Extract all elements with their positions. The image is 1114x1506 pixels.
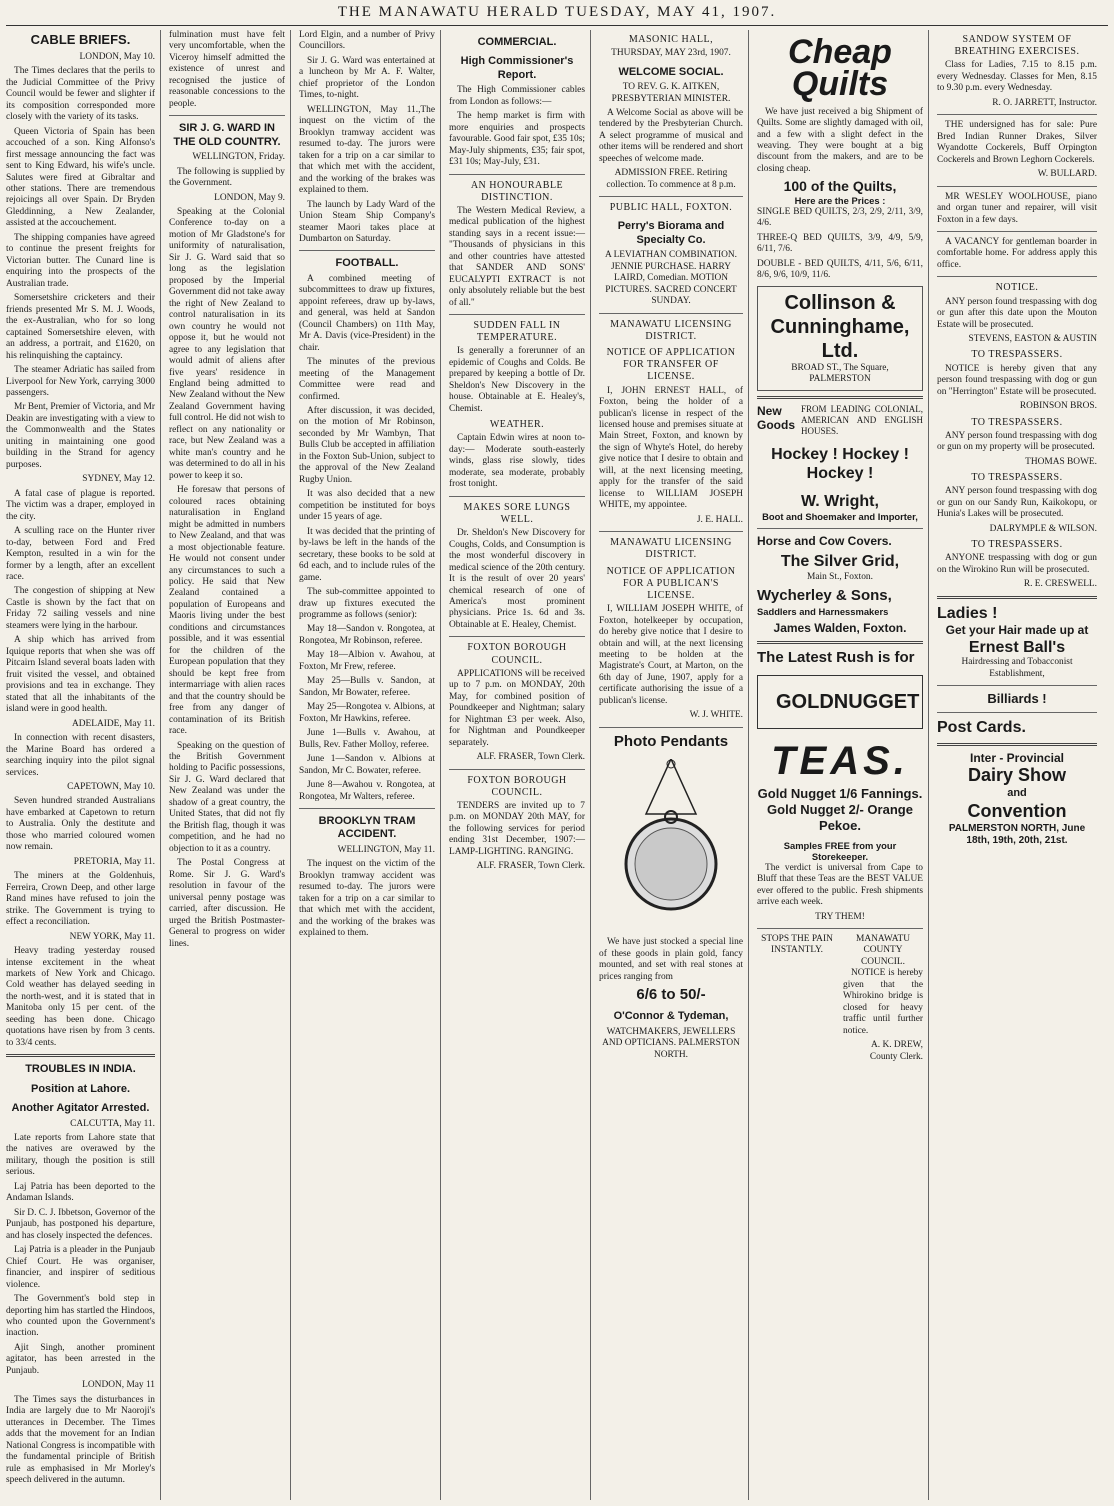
divider (449, 636, 585, 637)
article-paragraph: Sir J. G. Ward was entertained at a luncheon by Mr A. F. Walter, chief proprietor of the London Times, to-night. (299, 55, 435, 101)
wycherley-title: Wycherley & Sons, (757, 587, 892, 605)
article-paragraph: The High Commissioner cables from London as follows:— (449, 85, 585, 107)
prices-heading: Here are the Prices : (794, 195, 886, 207)
article-paragraph: ANYONE trespassing with dog or gun on the Wirokino Run will be prosecuted. (937, 553, 1097, 575)
article-paragraph: A LEVIATHAN COMBINATION. JENNIE PURCHASE. HARRY LAIRD, Comedian. MOTION PICTURES. SACRED CONCERT SUNDAY. (604, 250, 738, 307)
divider (757, 528, 923, 529)
article-paragraph: A fatal case of plague is reported. The victim was a draper, employed in the city. (6, 488, 155, 522)
photo-pendants-title: Photo Pendants (613, 732, 729, 750)
pain-ad (757, 934, 837, 1066)
ward-heading: SIR J. G. WARD IN THE OLD COUNTRY. (173, 122, 281, 148)
divider (937, 114, 1097, 115)
trespassers-heading-2: TO TRESPASSERS. (971, 416, 1063, 428)
new-goods-source: FROM LEADING COLONIAL, AMERICAN AND ENGLISH HOUSES. (801, 403, 923, 436)
column-2 (169, 30, 291, 1500)
divider (937, 712, 1097, 713)
article-paragraph: The congestion of shipping at New Castle is shown by the fact that on Friday 72 sailing vessels and nine steamers were lying in the harbour. (6, 586, 155, 631)
article-paragraph: NOTICE is hereby given that any person found trespassing with dog or gun on "Herrington" Estate will be prosecuted. (937, 363, 1097, 397)
oconnor-tydeman-heading: O'Connor & Tydeman, (613, 1010, 729, 1023)
quilts-count: 100 of the Quilts, (783, 178, 897, 195)
article-paragraph: The Times says the disturbances in India are largely due to Mr Naoroji's utterances in December. The Times adds that the movement for an Indian National Congress is incompatible with the fundamental principle of British rule as emphasised in Mr Morley's speech delivered in the autumn. (6, 1394, 155, 1486)
divider (937, 276, 1097, 277)
post-cards-title: Post Cards. (937, 719, 1026, 737)
silver-grid-title: The Silver Grid, (780, 553, 900, 571)
dateline: CAPETOWN, May 10. (67, 781, 155, 792)
article-paragraph: Somersetshire cricketers and their friends presented Mr S. M. J. Woods, the ex-Australian, who for so long captained Somersetshire eleven, with an address, a portrait, and £1620, on his relinquishing the captaincy. (6, 293, 155, 361)
fixture-line: May 25—Bulls v. Sandon, at Sandon, Mr Bowater, referee. (299, 676, 435, 698)
show-line-3: and (1007, 787, 1027, 800)
silver-grid-address: Main St., Foxton. (807, 571, 873, 582)
divider (599, 196, 743, 197)
article-paragraph: Class for Ladies, 7.15 to 8.15 p.m. every Wednesday. Classes for Men, 8.15 to 9.30 p.m. every Wednesday. (937, 60, 1097, 94)
india-subheading-2: Another Agitator Arrested. (11, 1102, 150, 1115)
article-paragraph: APPLICATIONS will be received up to 7 p.m. on MONDAY, 20th May, for combined position of Poundkeeper and Nightman; salary for Nightman £3 per week. Also, for Nightman and Poundkeeper separately. (449, 668, 585, 748)
fixture-line: June 1—Bulls v. Awahou, at Bulls, Rev. Father Molloy, referee. (299, 728, 435, 750)
divider (757, 928, 923, 929)
signature: W. J. WHITE. (689, 710, 743, 721)
article-paragraph: The Postal Congress at Rome. Sir J. G. Ward's resolution in favour of the universal penny postage was carried, after discussion. He urged the British Postmaster-General to progress on wider lines. (169, 858, 285, 949)
divider (449, 314, 585, 315)
dateline: LONDON, May 11 (82, 1380, 155, 1391)
dateline: SYDNEY, May 12. (82, 474, 155, 485)
article-paragraph: A sculling race on the Hunter river to-day, between Ford and Fred Kempton, resulted in a win for the former by a length, after an excellent race. (6, 526, 155, 583)
event-date: THURSDAY, MAY 23rd, 1907. (611, 48, 731, 59)
gold-nugget-banner (757, 675, 923, 729)
pain-heading: STOPS THE PAIN INSTANTLY. (761, 933, 833, 956)
article-paragraph: The sub-committee appointed to draw up fixtures executed the programme as follows (senior): (299, 587, 435, 620)
dateline: WELLINGTON, Friday. (192, 152, 285, 163)
signature: A. K. DREW, County Clerk. (869, 1040, 923, 1062)
signature: STEVENS, EASTON & AUSTIN (968, 334, 1097, 344)
article-paragraph: The inquest on the victim of the Brooklyn tramway accident was resumed to-day. The jurors were taken for a trip on a car similar to that which met with the accident, and the working of the brakes was explained to them. (299, 859, 435, 939)
tram-accident-heading: BROOKLYN TRAM ACCIDENT. (318, 815, 416, 841)
article-paragraph: WATCHMAKERS, JEWELLERS AND OPTICIANS. PALMERSTON NORTH. (602, 1026, 740, 1060)
article-paragraph: I, WILLIAM JOSEPH WHITE, of Foxton, hotelkeeper by occupation, do hereby give notice that I desire to obtain and will, at the next licensing meeting to be holden at the Magistrate's Court, at Marton, on the 6th day of June, 1907, apply for a certificate authorising the issue of a publican's license. (599, 604, 743, 706)
fixture-line: June 1—Sandon v. Albions at Sandon, Mr C. Bowater, referee. (299, 754, 435, 776)
ernest-ball-subtitle: Hairdressing and Tobacconist Establishment, (961, 657, 1073, 679)
notice-heading: NOTICE. (995, 282, 1039, 294)
divider (937, 743, 1097, 746)
columns (6, 30, 1108, 1500)
article-paragraph: Seven hundred stranded Australians have embarked at Capetown to return to Australia. Only the destitute and those who married coloured women now remain. (6, 796, 155, 853)
column-3 (299, 30, 441, 1500)
article-paragraph: I, JOHN ERNEST HALL, of Foxton, being the holder of a publican's license in respect of the licensed house and premises situate at Main Street, Foxton, and known by the sign of Whyte's Hotel, do hereby give notice that I desire to obtain and will, at the next licensing meeting, apply for the transfer of the said license to WILLIAM JOSEPH WHITE, my appointee. (599, 385, 743, 511)
collinson-address: BROAD ST., The Square, PALMERSTON (791, 362, 889, 385)
divider (757, 641, 923, 644)
column-4 (449, 30, 591, 1500)
article-paragraph: Dr. Sheldon's New Discovery for Coughs, Colds, and Consumption is the most wonderful discovery in medical science of the 20th century. It is the result of over 20 years' chemical research of one of America's most prominent physicians. Price 1s. 6d and 3s. Obtainable at E. Healey, Chemist. (449, 528, 585, 630)
weather-heading: WEATHER. (489, 419, 545, 431)
article-paragraph: ANY person found trespassing with dog or gun after this date upon the Mouton Estate will be prosecuted. (937, 296, 1097, 330)
article-paragraph: THE undersigned has for sale: Pure Bred Indian Runner Drakes, Silver Wyandotte Cockerels, Buff Orpington Cockerels and Brown Leghorn Cockerels. (937, 120, 1097, 165)
show-date: PALMERSTON NORTH, June 18th, 19th, 20th, 21st. (948, 822, 1086, 846)
article-paragraph: A Welcome Social as above will be tendered by the Presbyterian Church. A select programme of musical and other items will be rendered and short speeches of welcome made. (599, 108, 743, 164)
cable-briefs-heading: CABLE BRIEFS. (30, 32, 131, 47)
divider (599, 727, 743, 728)
trespassers-heading-4: TO TRESPASSERS. (971, 539, 1063, 551)
county-council-heading: MANAWATU COUNTY COUNCIL. (856, 933, 910, 967)
welcome-social-heading: WELCOME SOCIAL. (618, 65, 724, 78)
collinson-title: Collinson & Cunninghame, Ltd. (770, 291, 910, 362)
column-7 (937, 30, 1102, 1500)
article-paragraph: The verdict is universal from Cape to Bluff that these Teas are the BEST VALUE ever offered to the public. Fresh shipments arrive each week. (757, 862, 923, 908)
article-paragraph: The following is supplied by the Government. (169, 166, 285, 189)
article-paragraph: TENDERS are invited up to 7 p.m. on MONDAY 20th MAY, for the following services for period ending 31st December, 1907:— LAMP-LIGHTING. RANGING. (449, 800, 585, 857)
divider (299, 808, 435, 809)
divider (937, 596, 1097, 599)
article-paragraph: MR WESLEY WOOLHOUSE, piano and organ tuner and repairer, will visit Foxton in a few days. (937, 191, 1097, 225)
price-line: DOUBLE - BED QUILTS, 4/11, 5/6, 6/11, 8/6, 9/6, 10/9, 11/6. (757, 258, 923, 281)
fixture-line: June 8—Awahou v. Rongotea, at Rongotea, Mr Walters, referee. (299, 780, 435, 802)
masthead: THE MANAWATU HERALD TUESDAY, MAY 41, 1907. (6, 4, 1108, 26)
divider (937, 186, 1097, 187)
licensing-heading: MANAWATU LICENSING DISTRICT. (610, 318, 732, 342)
article-paragraph: Speaking at the Colonial Conference to-day on a motion of Mr Gladstone's for uniformity of naturalisation, Sir J. G. Ward said that so long as the legislation proposed by the Imperial Government did not take away the right of New Zealand to control naturalisation in its own country he would not oppose it, but he would not agree to any legislation that would admit of aliens after five years' residence in England being admitted to New Zealand without the New Zealand Government having full control. He did not wish to reflect on any nationality or race, but New Zealand was a white man's country and he was determined to do all in his power to keep it so. (169, 206, 285, 481)
article-paragraph: ANY person found trespassing with dog or gun on our Sandy Run, Kaikokopu, or Hunia's Lakes will be prosecuted. (937, 486, 1097, 520)
commissioner-heading: High Commissioner's Report. (460, 55, 574, 81)
article-paragraph: The Western Medical Review, a medical publication of the highest standing says in a recent issue:— "Thousands of physicians in this and other countries have attested that SANDER AND SONS' EUCALYPTI EXTRACT is not only absolutely reliable but the best of all." (449, 205, 585, 308)
commercial-heading: COMMERCIAL. (477, 36, 557, 48)
signature: R. E. CRESWELL. (1023, 579, 1097, 590)
try-them: TRY THEM! (815, 911, 865, 922)
dateline: PRETORIA, May 11. (73, 856, 155, 867)
divider (599, 313, 743, 314)
tea-line-2: Gold Nugget 2/- Orange Pekoe. (767, 801, 913, 833)
borough-council-heading: FOXTON BOROUGH COUNCIL. (467, 642, 567, 666)
gold-word: GOLD (776, 690, 834, 713)
show-line-4: Convention (967, 800, 1067, 821)
article-paragraph: WELLINGTON, May 11.,The inquest on the victim of the Brooklyn tramway accident was resumed to-day. The jurors were taken for a trip on a car similar to that which met with the accident, and the working of the brakes was explained to them. (299, 104, 435, 196)
signature: ALF. FRASER, Town Clerk. (476, 752, 585, 763)
article-paragraph: A VACANCY for gentleman boarder in comfortable home. For address apply this office. (937, 237, 1097, 270)
ernest-ball-title: Ernest Ball's (968, 638, 1066, 656)
dateline: CALCUTTA, May 11. (70, 1118, 155, 1129)
hair-line: Get your Hair made up at (945, 623, 1089, 638)
signature: W. BULLARD. (1037, 169, 1097, 180)
article-paragraph: A ship which has arrived from Iquique reports that when she was off Pitcairn Island several boats laden with fruit visited the vessel, and obtained provisions and tea in exchange. They stated that all the inhabitants of the island were in good health. (6, 635, 155, 715)
article-paragraph: ANY person found trespassing with dog or gun on my property will be prosecuted. (937, 430, 1097, 453)
sandow-heading: SANDOW SYSTEM OF BREATHING EXERCISES. (954, 34, 1080, 58)
india-heading: TROUBLES IN INDIA. (25, 1063, 136, 1076)
article-paragraph: Sir D. C. J. Ibbetson, Governor of the Punjaub, has postponed his departure, and has closely inspected the defences. (6, 1207, 155, 1241)
price-line: SINGLE BED QUILTS, 2/3, 2/9, 2/11, 3/9, 4/6. (757, 206, 923, 229)
article-paragraph: Heavy trading yesterday roused intense excitement in the wheat markets of New York and Chicago. Cold weather has delayed seeding in the north-west, and it is stated that in Manitoba only 15 per cent. of the seeding has been done. Chicago quotations have risen by from 3 cents. to 33/4 cents. (6, 946, 155, 1048)
show-line-2: Dairy Show (967, 765, 1067, 786)
dateline: WELLINGTON, May 11. (337, 844, 435, 855)
masonic-heading: MASONIC HALL, (628, 34, 714, 45)
article-paragraph: It was decided that the printing of by-laws be left in the hands of the secretary, these books to be sold at 6d each, and to include rules of the game. (299, 526, 435, 583)
article-paragraph: fulmination must have felt very uncomfortable, when the Viceroy himself admitted the existence of unrest and recognised the justice of reasonable concessions to the people. (169, 30, 285, 109)
latest-rush: The Latest Rush is for (757, 648, 915, 666)
article-paragraph: Late reports from Lahore state that the natives are overawed by the military, though the position is still serious. (6, 1132, 155, 1178)
article-paragraph: Laj Patria has been deported to the Andaman Islands. (6, 1181, 155, 1204)
county-council-ad (843, 934, 923, 1066)
price-range: 6/6 to 50/- (636, 985, 706, 1003)
article-paragraph: The miners at the Goldenhuis, Ferreira, Crown Deep, and other large Rand mines have refused to join the strike. The Government is trying to effect a reconciliation. (6, 871, 155, 928)
horse-covers: Horse and Cow Covers. (757, 533, 892, 548)
divider (937, 231, 1097, 232)
quilts-word: Quilts (791, 65, 889, 104)
column-1 (6, 30, 161, 1500)
public-hall-heading: PUBLIC HALL, FOXTON. (609, 202, 733, 214)
fixture-line: May 25—Rongotea v. Albions, at Foxton, Mr Hawkins, referee. (299, 702, 435, 724)
football-heading: FOOTBALL. (335, 257, 399, 270)
article-paragraph: The launch by Lady Ward of the Union Steam Ship Company's steamer Maori takes place at Dumbarton on Saturday. (299, 199, 435, 244)
signature: R. O. JARRETT, Instructor. (992, 97, 1097, 108)
signature: ALF. FRASER, Town Clerk. (476, 861, 585, 872)
walden-title: James Walden, Foxton. (773, 621, 907, 635)
fixture-line: May 18—Sandon v. Rongotea, at Rongotea, Mr Robinson, referee. (299, 624, 435, 646)
divider (599, 531, 743, 532)
column-6 (757, 30, 929, 1500)
nugget-word: NUGGET (833, 690, 920, 713)
article-paragraph: The Government's bold step in deporting him has startled the Hindoos, who counted upon the Government's inaction. (6, 1294, 155, 1339)
article-paragraph: The hemp market is firm with more enquiries and prospects favourable. Good fair spot, £35 10s; May-July shipments, £35; fair spot, £31 10s; May-July, £31. (449, 111, 585, 168)
new-goods-ad (757, 404, 923, 437)
licensing-subheading-2: NOTICE OF APPLICATION FOR A PUBLICAN'S LICENSE. (606, 565, 736, 601)
ladies-title: Ladies ! (937, 604, 998, 622)
article-paragraph: Lord Elgin, and a number of Privy Councillors. (299, 30, 435, 52)
article-paragraph: The shipping companies have agreed to continue the present freights for Victorian butter. The Cunard line is enquiring into the prospects of the Australian trade. (6, 232, 155, 289)
dateline: NEW YORK, May 11. (69, 931, 155, 942)
divider (169, 115, 285, 116)
sore-lungs-heading: MAKES SORE LUNGS WELL. (463, 501, 571, 525)
cheap-word: Cheap (788, 33, 892, 71)
show-line-1: Inter - Provincial (969, 750, 1065, 765)
article-paragraph: ADMISSION FREE. Retiring collection. To commence at 8 p.m. (606, 168, 736, 190)
bottom-row (757, 934, 923, 1066)
samples-line: Samples FREE from your Storekeeper. (783, 839, 897, 863)
article-paragraph: In connection with recent disasters, the Marine Board has ordered a searching inquiry into the pilot signal services. (6, 733, 155, 778)
article-paragraph: We have just stocked a special line of these goods in plain gold, fancy mounted, and set with real stones at prices ranging from (599, 937, 743, 982)
dateline: LONDON, May 9. (214, 192, 285, 203)
biorama-heading: Perry's Biorama and Specialty Co. (617, 220, 725, 246)
article-paragraph: Laj Patria is a pleader in the Punjaub Chief Court. He was organiser, financier, and inspirer of seditious violence. (6, 1245, 155, 1290)
collinson-ad (757, 286, 923, 391)
wright-subtitle: Boot and Shoemaker and Importer, (762, 511, 918, 523)
fixture-line: May 18—Albion v. Awahou, at Foxton, Mr Frew, referee. (299, 650, 435, 672)
article-paragraph: NOTICE is hereby given that the Whirokino bridge is closed for heavy traffic until further notice. (843, 968, 923, 1036)
pendant-icon (616, 759, 726, 929)
article-paragraph: Queen Victoria of Spain has been accouched of a son. King Alfonso's first message announcing the fact was sent to King Edward, his wife's uncle. Salutes were fired at Gibraltar and other stations. There are tremendous rejoicings all over Spain. Dr Bryden Gleddinning, a New Zealander, assisted at the accouchement. (6, 126, 155, 229)
divider (6, 1054, 155, 1057)
licensing-heading-2: MANAWATU LICENSING DISTRICT. (610, 537, 732, 561)
divider (299, 250, 435, 251)
temperature-heading: SUDDEN FALL IN TEMPERATURE. (473, 320, 561, 344)
signature: ROBINSON BROS. (1019, 401, 1097, 412)
divider (449, 769, 585, 770)
hockey-title: Hockey ! Hockey ! Hockey ! (771, 445, 909, 483)
wycherley-subtitle: Saddlers and Harnessmakers (757, 605, 889, 617)
india-subheading: Position at Lahore. (30, 1082, 130, 1095)
article-paragraph: A combined meeting of subcommittees to draw up fixtures, appoint referees, draw up by-laws, and general, was held at Sandon (Council Chambers) on 11th May, Mr A. Davis (vice-President) in the chair. (299, 273, 435, 353)
cheap-quilts-title (757, 33, 923, 104)
article-paragraph: We have just received a big Shipment of Quilts. Some are slightly damaged with oil, and a few with a slight defect in the weaving. They were bought at a big discount from the makers, and are to be closing cheap. (757, 106, 923, 174)
borough-council-heading-2: FOXTON BOROUGH COUNCIL. (467, 774, 567, 798)
divider (449, 496, 585, 497)
divider (937, 685, 1097, 686)
article-paragraph: Is generally a forerunner of an epidemic of Coughs and Colds. Be prepared by keeping a bottle of Dr. Sheldon's New Discovery in the house. Obtainable at E. Healey's, Chemist. (449, 346, 585, 414)
licensing-subheading: NOTICE OF APPLICATION FOR TRANSFER OF LICENSE. (606, 347, 736, 383)
teas-title: TEAS. (771, 739, 909, 784)
tea-line-1: Gold Nugget 1/6 Fannings. (757, 786, 923, 802)
divider (757, 396, 923, 399)
signature: THOMAS BOWE. (1025, 456, 1097, 467)
article-paragraph: The Times declares that the perils to the Judicial Committee of the Privy Council would be fewer and slighter if its composition corresponded more closely with the variety of its tasks. (6, 66, 155, 123)
price-line: THREE-Q BED QUILTS, 3/9, 4/9, 5/9, 6/11, 7/6. (757, 232, 923, 255)
signature: DALRYMPLE & WILSON. (989, 523, 1097, 534)
article-paragraph: Mr Bent, Premier of Victoria, and Mr Deakin are investigating with a view to the Commonwealth and the States uniting in maintaining one good building in the Strand for agency purposes. (6, 402, 155, 470)
article-paragraph: Speaking on the question of the British Government holding to Pacific possessions, Sir J. G. Ward declared that New Zealand was under the shadow of a great country, the United States, that did not fly the British flag, though it was competition, and he had no objection to it as a country. (169, 740, 285, 854)
article-paragraph: Ajit Singh, another prominent agitator, has been arrested in the Punjaub. (6, 1342, 155, 1376)
article-paragraph: After discussion, it was decided, on the motion of Mr Robinson, seconded by Mr Wambyn, That Bulls Club be accepted in affiliation in the Foxton Sub-Union, subject to the approval of the New Zealand Rugby Union. (299, 406, 435, 485)
article-paragraph: It was also decided that a new competition be instituted for boys under 15 years of age. (299, 489, 435, 523)
signature: J. E. HALL. (696, 514, 743, 525)
column-5 (599, 30, 749, 1500)
divider (449, 174, 585, 175)
trespassers-heading-3: TO TRESPASSERS. (971, 472, 1063, 484)
article-paragraph: TO REV. G. K. AITKEN, PRESBYTERIAN MINISTER. (611, 82, 731, 104)
billiards-title: Billiards ! (987, 691, 1047, 707)
dateline: ADELAIDE, May 11. (72, 718, 155, 729)
article-paragraph: The steamer Adriatic has sailed from Liverpool for New York, carrying 3000 passengers. (6, 365, 155, 398)
wright-title: W. Wright, (801, 492, 879, 510)
article-paragraph: He foresaw that persons of coloured races obtaining naturalisation in England might be admitted in numbers to New Zealand, and that was a most objectionable feature. He would not consent under any circumstances to such a policy. He said that New Zealand contained a population of Europeans and Maoris living under the best conditions and circumstances possible, and it was essential for the children of the European population that they should be kept free from intermarriage with alien races and that the country should be free from any danger of contamination of its British race. (169, 485, 285, 737)
dateline: LONDON, May 10. (79, 51, 155, 62)
article-paragraph: The minutes of the previous meeting of the Management Committee were read and confirmed. (299, 357, 435, 402)
new-goods-label: New Goods (757, 403, 795, 433)
distinction-heading: AN HONOURABLE DISTINCTION. (470, 179, 564, 203)
article-paragraph: Captain Edwin wires at noon to-day:— Moderate south-easterly winds, glass rise slowly, tides moderate, sea moderate, probably frost tonight. (449, 433, 585, 490)
trespassers-heading: TO TRESPASSERS. (971, 349, 1063, 361)
